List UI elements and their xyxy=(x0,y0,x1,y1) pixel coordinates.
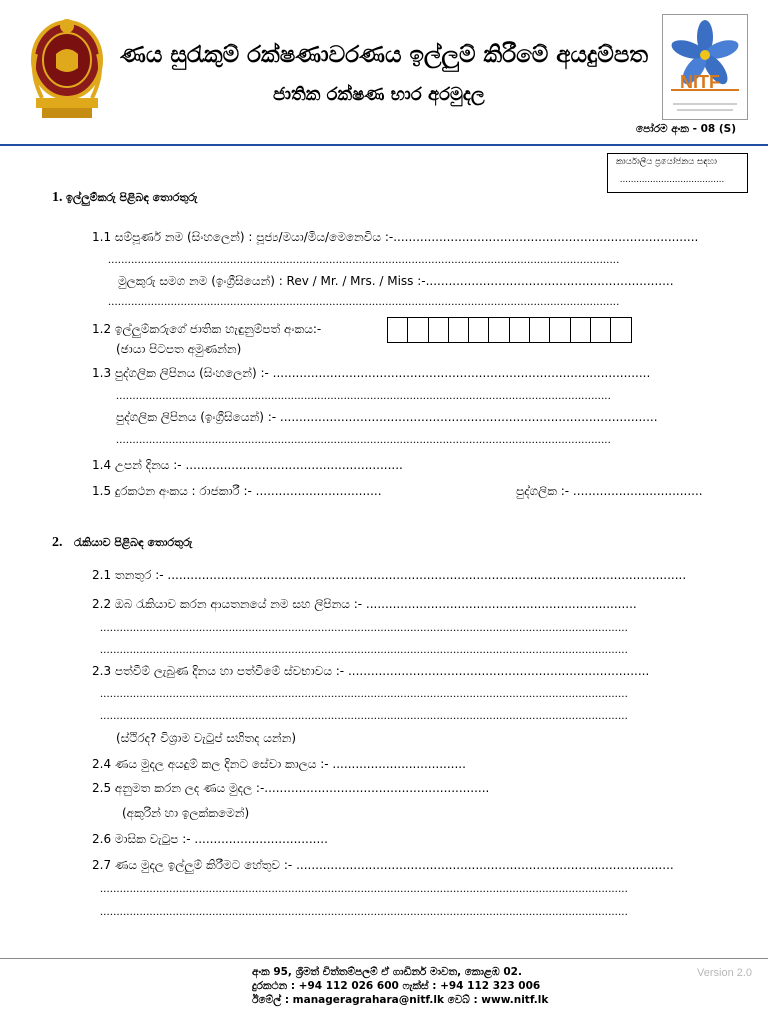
nic-digit-box[interactable] xyxy=(570,317,591,343)
nic-digit-box[interactable] xyxy=(610,317,631,343)
version-label: Version 2.0 xyxy=(697,967,753,979)
nic-digit-box[interactable] xyxy=(590,317,611,343)
office-use-line: ...................................... xyxy=(620,174,725,184)
field-address-english-line2[interactable]: ...................................................................................................................................................... xyxy=(116,432,611,446)
nic-digit-box[interactable] xyxy=(509,317,530,343)
footer-phone: දුරකථන : +94 112 026 600 ෆැක්ස් : +94 112 323 006 xyxy=(252,980,541,992)
header-divider xyxy=(0,144,768,146)
field-address-sinhala[interactable]: 1.3 පුද්ගලික ලිපිනය (සිංහලෙන්) :- ................................................................................................... xyxy=(92,366,651,380)
section-2-title: රැකියාව පිළිබඳ තොරතුරු xyxy=(74,536,193,549)
sri-lanka-emblem-logo xyxy=(28,14,106,122)
form-number: පෝරම අංක - 08 (S) xyxy=(636,123,737,135)
field-full-name-sinhala-line2[interactable]: ........................................................................................................................................................... xyxy=(108,252,620,266)
field-nic-note: (ඡායා පිටපත අමුණන්න) xyxy=(116,342,242,356)
field-phone-personal[interactable]: පුද්ගලික :- .................................. xyxy=(516,484,703,498)
nic-digit-box[interactable] xyxy=(529,317,550,343)
footer-email: ඊමේල් : manageragrahara@nitf.lk වෙබ් : www.nitf.lk xyxy=(252,994,549,1006)
nic-digit-box[interactable] xyxy=(407,317,428,343)
field-loan-reason-line3[interactable]: ................................................................................................................................................................ xyxy=(100,904,628,918)
nic-digit-box[interactable] xyxy=(488,317,509,343)
field-monthly-salary[interactable]: 2.6 මාසික වැටුප :- ................................... xyxy=(92,832,328,846)
footer-divider xyxy=(0,958,768,959)
field-appointment-note: (ස්ථිරද? විශ්‍රාම වැටුප් සහිතද යන්න) xyxy=(116,731,297,745)
field-appointment-line2[interactable]: ................................................................................................................................................................ xyxy=(100,686,628,700)
office-use-label: කාර්යාලීය ප්‍රයෝජනය සඳහා xyxy=(616,157,717,167)
nic-number-boxes[interactable] xyxy=(388,317,632,343)
field-designation[interactable]: 2.1 තනතුර :- ........................................................................................................................................ xyxy=(92,568,687,582)
field-approved-loan-note: (අකුරින් හා ඉලක්කමෙන්) xyxy=(122,806,250,820)
nic-digit-box[interactable] xyxy=(448,317,469,343)
field-phone-office[interactable]: 1.5 දුරකථන අංකය : රාජකාරී :- ................................. xyxy=(92,484,382,498)
field-loan-reason[interactable]: 2.7 ණය මුදල ඉල්ලුම් කිරීමට හේතුව :- ................................................................................................... xyxy=(92,858,674,872)
field-full-name-sinhala[interactable]: 1.1 සම්පූර්ණ නම (සිංහලෙන්) : පූජ්‍ය/මයා/මිය/මෙනෙවිය :-................................................................................ xyxy=(92,230,699,244)
field-loan-reason-line2[interactable]: ................................................................................................................................................................ xyxy=(100,881,628,895)
field-name-english[interactable]: මුලකුරු සමග නම (ඉංග්‍රීසියෙන්) : Rev / Mr. / Mrs. / Miss :-................................................................. xyxy=(118,274,674,288)
field-name-english-line2[interactable]: ........................................................................................................................................................... xyxy=(108,294,620,308)
section-1-heading xyxy=(52,190,198,206)
field-nic-label: 1.2 ඉල්ලුම්කරුගේ ජාතික හැඳුනුම්පත් අංකය:- xyxy=(92,322,322,336)
field-workplace[interactable]: 2.2 ඔබ රැකියාව කරන ආයතනයේ නම සහ ලිපිනය :- ....................................................................... xyxy=(92,597,637,611)
section-1-number: 1. xyxy=(52,190,63,205)
field-appointment-line3[interactable]: ................................................................................................................................................................ xyxy=(100,708,628,722)
field-date-of-birth[interactable]: 1.4 උපන් දිනය :- ......................................................... xyxy=(92,458,403,472)
field-address-sinhala-line2[interactable]: ...................................................................................................................................................... xyxy=(116,388,611,402)
form-subtitle: ජාතික රක්ෂණ භාර අරමුදල xyxy=(273,84,485,105)
footer-address: අංක 95, ශ්‍රීමත් චිත්තම්පලම් ඒ ගාඩිනර් මාවත, කොළඹ 02. xyxy=(252,966,522,978)
field-appointment[interactable]: 2.3 පත්වීම් ලැබුණ දිනය හා පත්වීමේ ස්වභාවය :- ............................................................................... xyxy=(92,664,650,678)
section-2-number: 2. xyxy=(52,535,63,550)
nic-digit-box[interactable] xyxy=(428,317,449,343)
field-workplace-line3[interactable]: ................................................................................................................................................................ xyxy=(100,642,628,656)
section-2-heading xyxy=(52,535,192,551)
field-workplace-line2[interactable]: ................................................................................................................................................................ xyxy=(100,620,628,634)
nitf-logo-text: NITF xyxy=(680,72,720,92)
field-approved-loan[interactable]: 2.5 අනුමත කරන ලද ණය මුදල :-........................................................... xyxy=(92,781,490,795)
form-title: ණය සුරැකුම් රක්ෂණාවරණය ඉල්ලුම් කිරීමේ අයදුම්පත xyxy=(120,42,649,68)
field-address-english[interactable]: පුද්ගලික ලිපිනය (ඉංග්‍රීසියෙන්) :- ................................................................................................... xyxy=(116,410,658,424)
nic-digit-box[interactable] xyxy=(468,317,489,343)
nitf-logo xyxy=(662,14,748,120)
field-service-period[interactable]: 2.4 ණය මුදල අයදුම් කල දිනට සේවා කාලය :- ................................... xyxy=(92,757,466,771)
nic-digit-box[interactable] xyxy=(387,317,408,343)
section-1-title: ඉල්ලුම්කරු පිළිබඳ තොරතුරු xyxy=(66,191,198,204)
nic-digit-box[interactable] xyxy=(549,317,570,343)
